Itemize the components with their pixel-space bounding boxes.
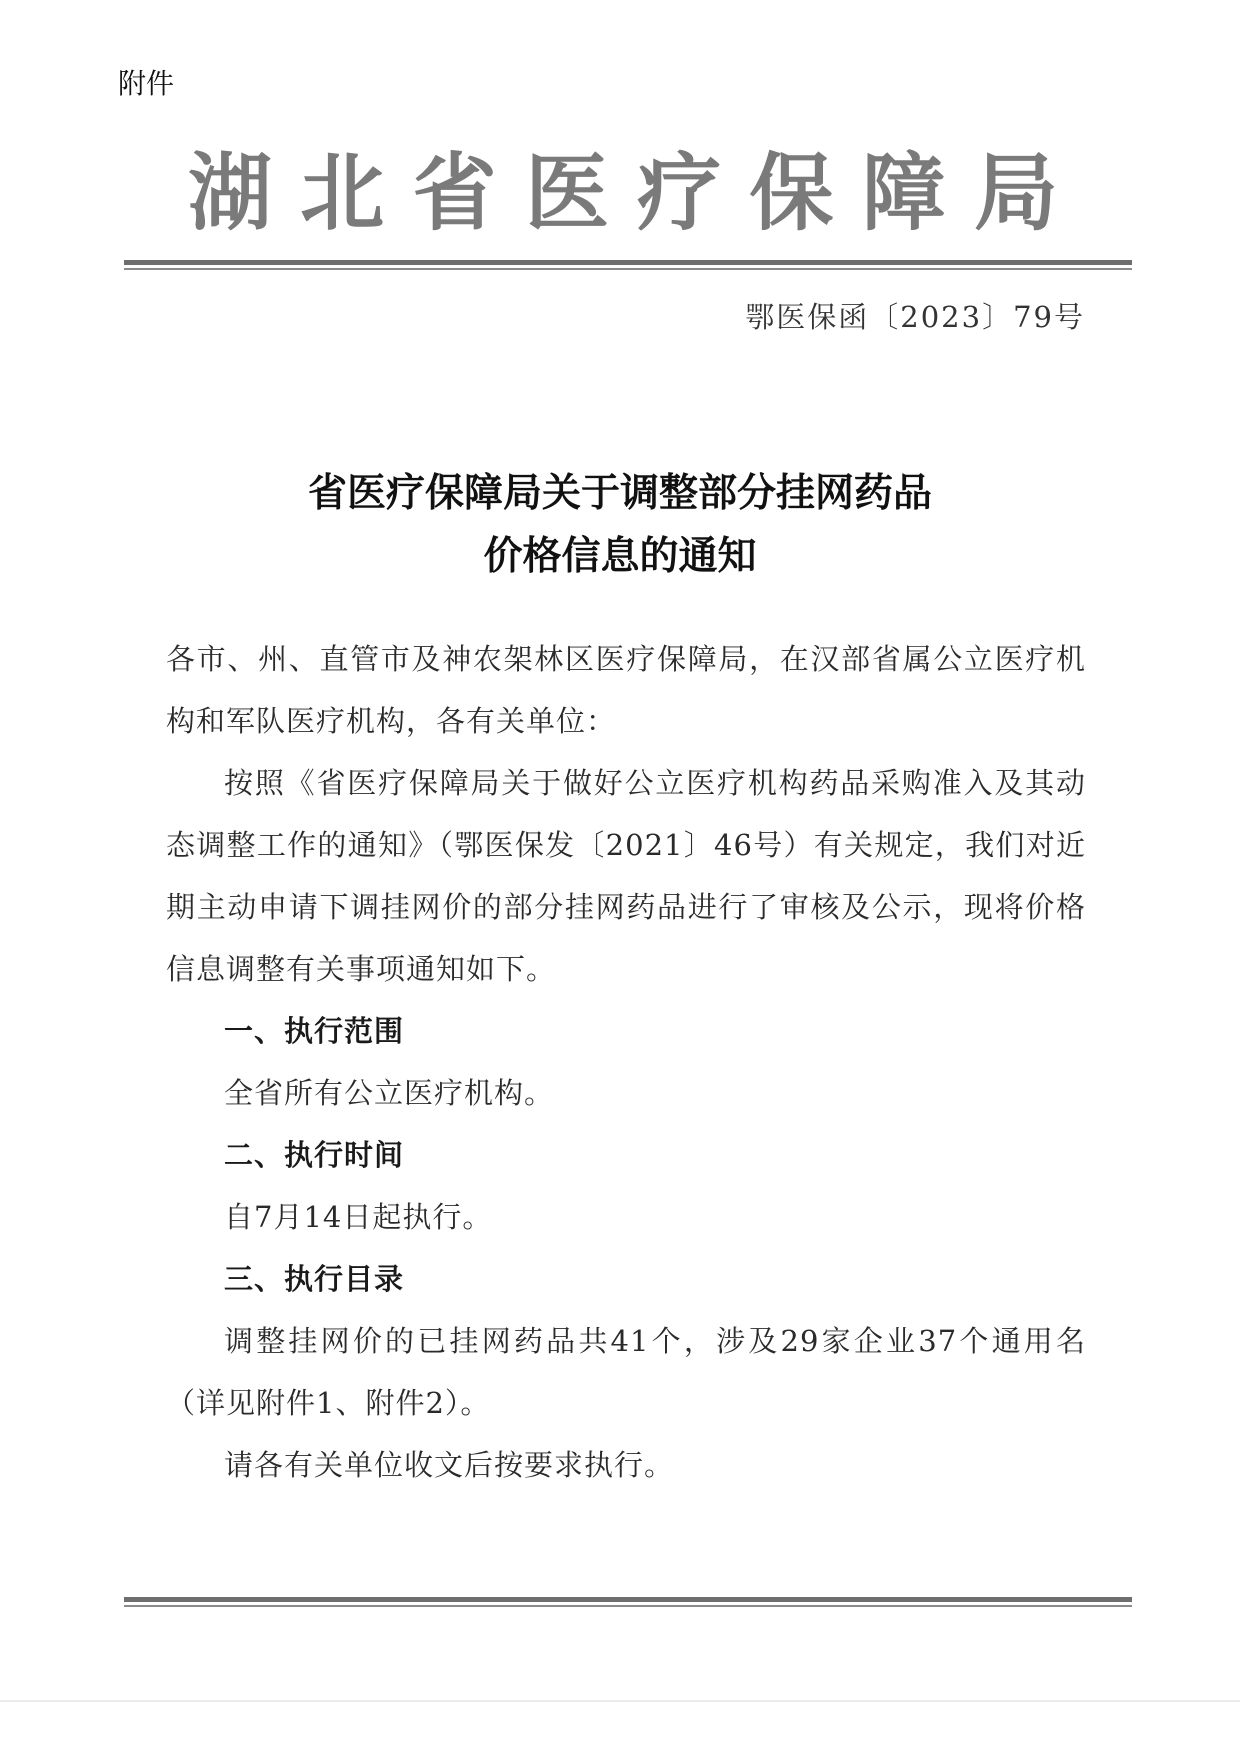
document-title — [0, 462, 1240, 588]
section-heading-scope: 一、执行范围 — [224, 1014, 405, 1048]
salutation: 各市、州、直管市及神农架林区医疗保障局，在汉部省属公立医疗机构和军队医疗机构，各有关单位： — [166, 642, 1086, 738]
section-heading-time: 二、执行时间 — [224, 1138, 405, 1172]
intro-paragraph: 按照《省医疗保障局关于做好公立医疗机构药品采购准入及其动态调整工作的通知》（鄂医保发〔2021〕46号）有关规定，我们对近期主动申请下调挂网价的部分挂网药品进行了审核及公示，现将价格信息调整有关事项通知如下。 — [166, 766, 1086, 986]
title-line-2: 价格信息的通知 — [483, 533, 757, 579]
masthead-char: 北 — [300, 144, 385, 242]
footer-divider — [124, 1597, 1132, 1609]
closing-paragraph: 请各有关单位收文后按要求执行。 — [224, 1448, 675, 1482]
divider-thick-line — [124, 1597, 1132, 1602]
divider-thick-line — [124, 260, 1132, 265]
header-divider — [124, 260, 1132, 272]
scan-edge-line — [0, 1700, 1240, 1702]
title-line-1: 省医疗保障局关于调整部分挂网药品 — [307, 470, 932, 516]
divider-thin-line — [124, 1605, 1132, 1607]
masthead-char: 障 — [861, 144, 946, 242]
divider-thin-line — [124, 268, 1132, 270]
masthead-char: 医 — [524, 144, 609, 242]
section-text-catalog: 调整挂网价的已挂网药品共41个，涉及29家企业37个通用名（详见附件1、附件2）。 — [166, 1324, 1086, 1420]
section-text-time: 自7月14日起执行。 — [224, 1200, 493, 1234]
masthead-char: 湖 — [188, 144, 273, 242]
section-text-scope: 全省所有公立医疗机构。 — [224, 1076, 555, 1110]
document-body — [166, 628, 1086, 1496]
masthead-char: 省 — [412, 144, 497, 242]
masthead-char: 疗 — [637, 144, 722, 242]
document-number: 鄂医保函〔2023〕79号 — [745, 300, 1085, 334]
masthead-char: 保 — [749, 144, 834, 242]
masthead-char: 局 — [973, 144, 1058, 242]
masthead-title — [188, 138, 1058, 248]
section-heading-catalog: 三、执行目录 — [224, 1262, 405, 1296]
attachment-label: 附件 — [118, 67, 175, 100]
